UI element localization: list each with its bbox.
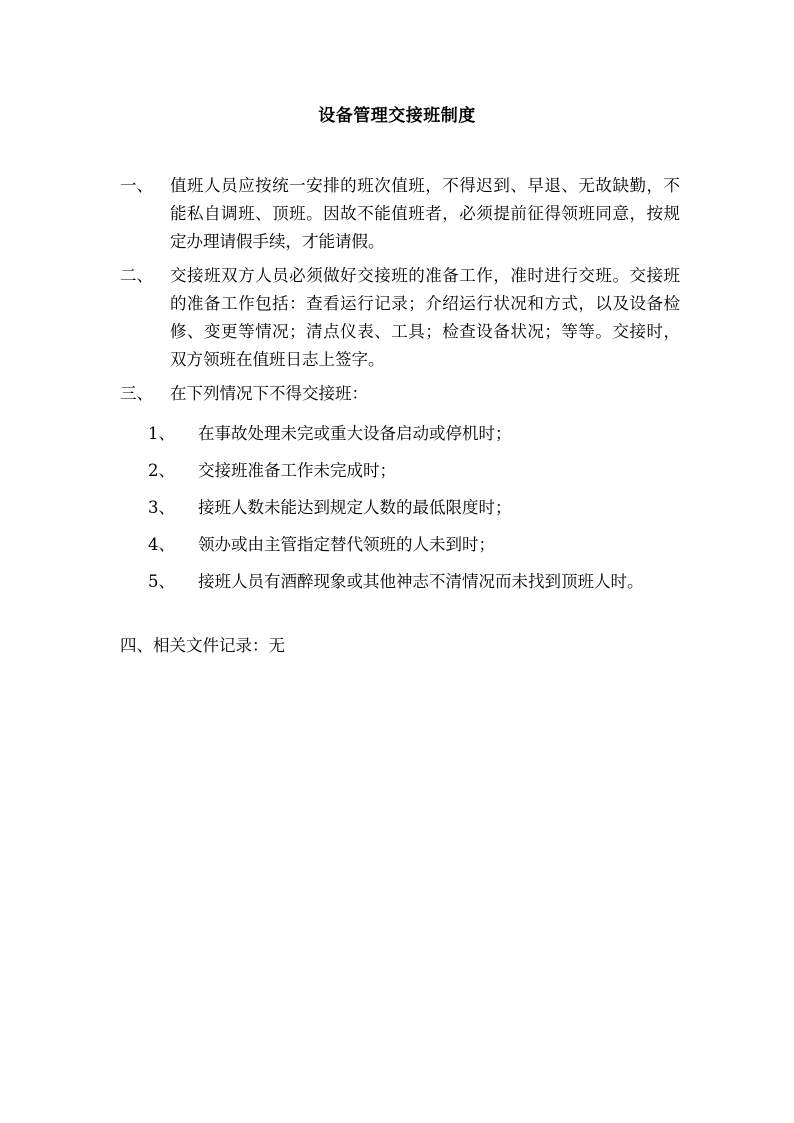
section-number: 二、 [120,266,153,285]
list-item-text: 在事故处理未完或重大设备启动或停机时； [198,424,512,443]
list-item-number: 3、 [148,498,175,517]
section-number: 一、 [120,176,153,195]
section-text: 交接班双方人员必须做好交接班的准备工作，准时进行交班。交接班的准备工作包括：查看运行记录；介绍运行状况和方式，以及设备检修、变更等情况；清点仪表、工具；检查设备状况；等等。交接时，双方领班在值班日志上签字。 [170,266,680,369]
document-title: 设备管理交接班制度 [318,106,476,126]
list-item-number: 5、 [148,572,175,591]
list-item-number: 1、 [148,424,175,443]
list-item-number: 4、 [148,535,175,554]
section-1 [120,172,680,256]
section-text: 在下列情况下不得交接班： [170,384,368,403]
list-item-text: 接班人员有酒醉现象或其他神志不清情况而未找到顶班人时。 [198,572,644,591]
section-number: 三、 [120,384,153,403]
list-item [148,420,678,448]
list-item [148,457,678,485]
section-text: 值班人员应按统一安排的班次值班，不得迟到、早退、无故缺勤，不能私自调班、顶班。因故不能值班者，必须提前征得领班同意，按规定办理请假手续，才能请假。 [170,176,680,251]
list-item [148,531,678,559]
section-2 [120,262,680,374]
list-item-text: 交接班准备工作未完成时； [198,461,396,480]
list-item [148,494,678,522]
section-3 [120,380,680,408]
list-item-text: 接班人数未能达到规定人数的最低限度时； [198,498,512,517]
list-item-text: 领办或由主管指定替代领班的人未到时； [198,535,495,554]
list-item [148,568,678,596]
list-item-number: 2、 [148,461,175,480]
related-records-line: 四、相关文件记录：无 [120,636,285,655]
